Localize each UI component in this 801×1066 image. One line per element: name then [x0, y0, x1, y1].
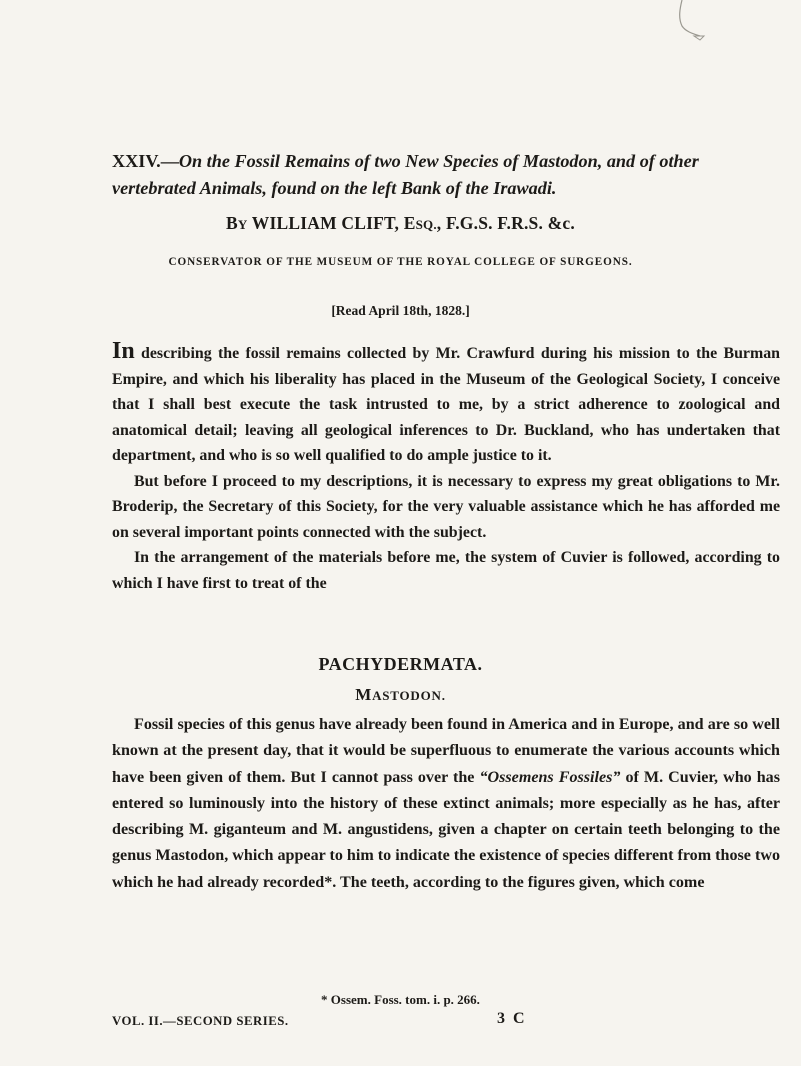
read-date: [Read April 18th, 1828.] [331, 303, 470, 318]
volume-line: VOL. II.—SECOND SERIES. [112, 1014, 289, 1028]
author-suffix: , F.G.S. F.R.S. &c. [436, 213, 575, 233]
author-byline [0, 213, 801, 234]
byline-prefix-rest: Y [237, 217, 248, 232]
article-title [112, 148, 772, 202]
sub-heading-rest: ASTODON. [372, 688, 446, 703]
article-number: XXIV. [112, 151, 161, 171]
paragraph-3: In the arrangement of the materials before me, the system of Cuvier is followed, according to which I have first to treat of the [112, 549, 780, 592]
paragraph-4-text-1: Fossil species of this genus have already been found in America and in Europe, and are so well known at the present day, that it would be superfluous to enumerate the various accounts which have been given of them. But I cannot pass over the [112, 716, 780, 786]
paragraph-2: But before I proceed to my descriptions, it is necessary to express my great obligations to Mr. Broderip, the Secretary of this Society, for the very valuable assistance which he has afforded me on several important points connected with the subject. [112, 472, 780, 541]
paragraph-4 [112, 712, 780, 896]
signature-mark: 3 C [497, 1010, 527, 1027]
paragraph-1 [112, 339, 780, 469]
paragraph-4-text-3: . The teeth, according to the figures given, which come [332, 873, 705, 891]
title-line-2: of other vertebrated Animals, found on the left Bank of the Irawadi. [112, 151, 699, 198]
title-line-1: On the Fossil Remains of two New Species of Mastodon, and [178, 151, 636, 171]
author-esq: SQ. [415, 217, 437, 232]
paragraph-4-italic: “Ossemens Fossiles” [479, 768, 621, 786]
title-dash: — [160, 151, 179, 171]
body-block-1 [112, 339, 780, 596]
drop-cap: In [112, 338, 135, 364]
author-name: WILLIAM CLIFT, E [251, 213, 416, 233]
footnote: * Ossem. Foss. tom. i. p. 266. [321, 992, 480, 1007]
footnote-mark: * [324, 873, 333, 891]
byline-prefix-cap: B [226, 213, 238, 233]
page-corner-mark [660, 0, 720, 50]
section-heading: PACHYDERMATA. [318, 654, 483, 674]
paragraph-4-text-2: of M. Cuvier, who has entered so luminously into the history of these extinct animals; more especially as he has, after describing M. giganteum and M. angustidens, given a chapter on certain teeth belonging to the genus Mastodon, which appear to him to indicate the existence of species different from those two which he had already recorded [112, 768, 780, 891]
body-block-2 [112, 712, 780, 896]
sub-heading [0, 685, 801, 705]
author-affiliation: CONSERVATOR OF THE MUSEUM OF THE ROYAL COLLEGE OF SURGEONS. [168, 256, 633, 268]
paragraph-1-text: describing the fossil remains collected by Mr. Crawfurd during his mission to the Burman Empire, and which his liberality has placed in the Museum of the Geological Society, I conceive that I shall best execute the task intrusted to me, by a strict adherence to zoological and anatomical detail; leaving all geological inferences to Dr. Buckland, who has undertaken that department, and who is so well qualified to do ample justice to it. [112, 345, 780, 464]
sub-heading-cap: M [355, 685, 373, 704]
